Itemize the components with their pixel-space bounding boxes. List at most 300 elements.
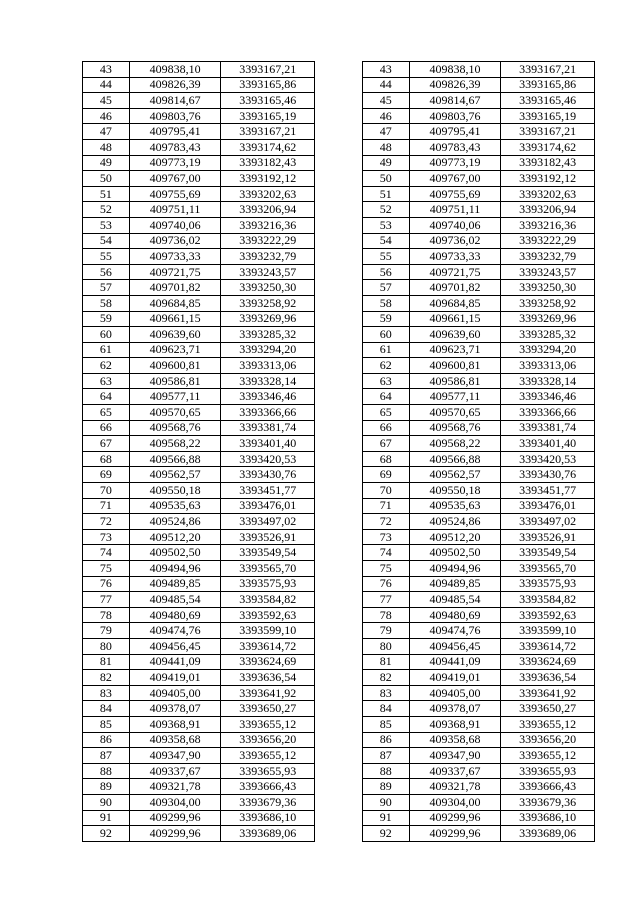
left-x-coordinate-cell: 409299,96	[129, 826, 221, 842]
left-y-coordinate-cell: 3393565,70	[221, 561, 315, 577]
table-gap-cell	[315, 716, 363, 732]
table-gap-cell	[315, 389, 363, 405]
left-y-coordinate-cell: 3393174,62	[221, 139, 315, 155]
table-row	[83, 420, 595, 436]
table-gap-cell	[315, 186, 363, 202]
right-point-number-cell: 53	[362, 217, 409, 233]
table-row	[83, 280, 595, 296]
right-y-coordinate-cell: 3393655,12	[501, 716, 595, 732]
table-gap-cell	[315, 607, 363, 623]
left-point-number-cell: 92	[83, 826, 130, 842]
right-point-number-cell: 50	[362, 171, 409, 187]
right-point-number-cell: 70	[362, 483, 409, 499]
right-x-coordinate-cell: 409639,60	[409, 327, 501, 343]
left-y-coordinate-cell: 3393666,43	[221, 779, 315, 795]
table-row	[83, 638, 595, 654]
left-y-coordinate-cell: 3393167,21	[221, 124, 315, 140]
left-y-coordinate-cell: 3393313,06	[221, 358, 315, 374]
right-x-coordinate-cell: 409299,96	[409, 810, 501, 826]
table-row	[83, 155, 595, 171]
left-x-coordinate-cell: 409814,67	[129, 93, 221, 109]
left-x-coordinate-cell: 409535,63	[129, 498, 221, 514]
right-point-number-cell: 46	[362, 108, 409, 124]
table-gap-cell	[315, 436, 363, 452]
table-row	[83, 373, 595, 389]
table-gap-cell	[315, 670, 363, 686]
left-x-coordinate-cell: 409480,69	[129, 607, 221, 623]
right-y-coordinate-cell: 3393346,46	[501, 389, 595, 405]
left-x-coordinate-cell: 409838,10	[129, 62, 221, 78]
table-gap-cell	[315, 561, 363, 577]
right-point-number-cell: 57	[362, 280, 409, 296]
left-y-coordinate-cell: 3393346,46	[221, 389, 315, 405]
right-y-coordinate-cell: 3393656,20	[501, 732, 595, 748]
right-x-coordinate-cell: 409600,81	[409, 358, 501, 374]
left-point-number-cell: 86	[83, 732, 130, 748]
right-y-coordinate-cell: 3393167,21	[501, 62, 595, 78]
right-y-coordinate-cell: 3393526,91	[501, 529, 595, 545]
table-row	[83, 342, 595, 358]
right-y-coordinate-cell: 3393650,27	[501, 701, 595, 717]
right-point-number-cell: 81	[362, 654, 409, 670]
right-point-number-cell: 60	[362, 327, 409, 343]
left-x-coordinate-cell: 409568,22	[129, 436, 221, 452]
table-gap-cell	[315, 311, 363, 327]
table-gap-cell	[315, 529, 363, 545]
left-x-coordinate-cell: 409767,00	[129, 171, 221, 187]
left-x-coordinate-cell: 409456,45	[129, 638, 221, 654]
left-point-number-cell: 61	[83, 342, 130, 358]
left-point-number-cell: 79	[83, 623, 130, 639]
right-y-coordinate-cell: 3393182,43	[501, 155, 595, 171]
table-gap-cell	[315, 810, 363, 826]
right-y-coordinate-cell: 3393313,06	[501, 358, 595, 374]
table-row	[83, 529, 595, 545]
table-row	[83, 264, 595, 280]
left-point-number-cell: 78	[83, 607, 130, 623]
left-y-coordinate-cell: 3393366,66	[221, 405, 315, 421]
table-row	[83, 498, 595, 514]
coordinates-table-body	[83, 62, 595, 842]
right-y-coordinate-cell: 3393614,72	[501, 638, 595, 654]
left-y-coordinate-cell: 3393192,12	[221, 171, 315, 187]
left-point-number-cell: 57	[83, 280, 130, 296]
right-y-coordinate-cell: 3393624,69	[501, 654, 595, 670]
left-x-coordinate-cell: 409566,88	[129, 451, 221, 467]
right-x-coordinate-cell: 409684,85	[409, 295, 501, 311]
table-row	[83, 514, 595, 530]
table-gap-cell	[315, 93, 363, 109]
left-y-coordinate-cell: 3393401,40	[221, 436, 315, 452]
left-x-coordinate-cell: 409378,07	[129, 701, 221, 717]
left-point-number-cell: 76	[83, 576, 130, 592]
right-y-coordinate-cell: 3393689,06	[501, 826, 595, 842]
left-point-number-cell: 64	[83, 389, 130, 405]
table-row	[83, 436, 595, 452]
left-x-coordinate-cell: 409773,19	[129, 155, 221, 171]
left-y-coordinate-cell: 3393294,20	[221, 342, 315, 358]
right-point-number-cell: 51	[362, 186, 409, 202]
table-row	[83, 217, 595, 233]
right-x-coordinate-cell: 409419,01	[409, 670, 501, 686]
table-gap-cell	[315, 685, 363, 701]
right-point-number-cell: 47	[362, 124, 409, 140]
right-y-coordinate-cell: 3393679,36	[501, 794, 595, 810]
right-x-coordinate-cell: 409783,43	[409, 139, 501, 155]
right-x-coordinate-cell: 409474,76	[409, 623, 501, 639]
right-y-coordinate-cell: 3393165,86	[501, 77, 595, 93]
left-x-coordinate-cell: 409568,76	[129, 420, 221, 436]
right-point-number-cell: 82	[362, 670, 409, 686]
table-gap-cell	[315, 358, 363, 374]
table-row	[83, 171, 595, 187]
right-x-coordinate-cell: 409803,76	[409, 108, 501, 124]
left-point-number-cell: 83	[83, 685, 130, 701]
table-gap-cell	[315, 638, 363, 654]
right-point-number-cell: 73	[362, 529, 409, 545]
left-x-coordinate-cell: 409795,41	[129, 124, 221, 140]
left-y-coordinate-cell: 3393599,10	[221, 623, 315, 639]
table-row	[83, 763, 595, 779]
right-point-number-cell: 52	[362, 202, 409, 218]
right-x-coordinate-cell: 409568,76	[409, 420, 501, 436]
table-gap-cell	[315, 451, 363, 467]
left-x-coordinate-cell: 409358,68	[129, 732, 221, 748]
left-x-coordinate-cell: 409562,57	[129, 467, 221, 483]
right-y-coordinate-cell: 3393165,19	[501, 108, 595, 124]
right-y-coordinate-cell: 3393686,10	[501, 810, 595, 826]
right-point-number-cell: 89	[362, 779, 409, 795]
left-point-number-cell: 52	[83, 202, 130, 218]
table-row	[83, 561, 595, 577]
right-point-number-cell: 75	[362, 561, 409, 577]
left-x-coordinate-cell: 409661,15	[129, 311, 221, 327]
right-x-coordinate-cell: 409337,67	[409, 763, 501, 779]
table-gap-cell	[315, 623, 363, 639]
right-y-coordinate-cell: 3393328,14	[501, 373, 595, 389]
left-x-coordinate-cell: 409494,96	[129, 561, 221, 577]
left-point-number-cell: 62	[83, 358, 130, 374]
table-row	[83, 405, 595, 421]
right-y-coordinate-cell: 3393165,46	[501, 93, 595, 109]
table-row	[83, 794, 595, 810]
left-y-coordinate-cell: 3393222,29	[221, 233, 315, 249]
right-point-number-cell: 76	[362, 576, 409, 592]
right-point-number-cell: 91	[362, 810, 409, 826]
left-point-number-cell: 87	[83, 748, 130, 764]
left-y-coordinate-cell: 3393686,10	[221, 810, 315, 826]
right-y-coordinate-cell: 3393232,79	[501, 249, 595, 265]
table-row	[83, 701, 595, 717]
right-y-coordinate-cell: 3393258,92	[501, 295, 595, 311]
right-point-number-cell: 66	[362, 420, 409, 436]
right-point-number-cell: 61	[362, 342, 409, 358]
left-x-coordinate-cell: 409623,71	[129, 342, 221, 358]
left-y-coordinate-cell: 3393258,92	[221, 295, 315, 311]
left-y-coordinate-cell: 3393497,02	[221, 514, 315, 530]
left-x-coordinate-cell: 409502,50	[129, 545, 221, 561]
right-x-coordinate-cell: 409736,02	[409, 233, 501, 249]
table-gap-cell	[315, 545, 363, 561]
table-row	[83, 607, 595, 623]
table-row	[83, 295, 595, 311]
left-point-number-cell: 46	[83, 108, 130, 124]
table-row	[83, 62, 595, 78]
right-x-coordinate-cell: 409550,18	[409, 483, 501, 499]
table-row	[83, 483, 595, 499]
left-x-coordinate-cell: 409577,11	[129, 389, 221, 405]
right-point-number-cell: 65	[362, 405, 409, 421]
table-row	[83, 716, 595, 732]
table-row	[83, 186, 595, 202]
right-point-number-cell: 85	[362, 716, 409, 732]
right-point-number-cell: 92	[362, 826, 409, 842]
left-point-number-cell: 58	[83, 295, 130, 311]
right-y-coordinate-cell: 3393269,96	[501, 311, 595, 327]
left-x-coordinate-cell: 409474,76	[129, 623, 221, 639]
left-y-coordinate-cell: 3393636,54	[221, 670, 315, 686]
left-y-coordinate-cell: 3393526,91	[221, 529, 315, 545]
right-x-coordinate-cell: 409441,09	[409, 654, 501, 670]
left-y-coordinate-cell: 3393575,93	[221, 576, 315, 592]
table-gap-cell	[315, 576, 363, 592]
right-x-coordinate-cell: 409795,41	[409, 124, 501, 140]
table-row	[83, 654, 595, 670]
left-point-number-cell: 63	[83, 373, 130, 389]
left-y-coordinate-cell: 3393328,14	[221, 373, 315, 389]
left-point-number-cell: 84	[83, 701, 130, 717]
left-y-coordinate-cell: 3393476,01	[221, 498, 315, 514]
right-point-number-cell: 54	[362, 233, 409, 249]
right-x-coordinate-cell: 409347,90	[409, 748, 501, 764]
right-point-number-cell: 43	[362, 62, 409, 78]
left-point-number-cell: 71	[83, 498, 130, 514]
left-y-coordinate-cell: 3393381,74	[221, 420, 315, 436]
left-point-number-cell: 89	[83, 779, 130, 795]
left-x-coordinate-cell: 409570,65	[129, 405, 221, 421]
table-gap-cell	[315, 155, 363, 171]
right-point-number-cell: 58	[362, 295, 409, 311]
right-x-coordinate-cell: 409814,67	[409, 93, 501, 109]
left-x-coordinate-cell: 409736,02	[129, 233, 221, 249]
table-gap-cell	[315, 108, 363, 124]
right-y-coordinate-cell: 3393192,12	[501, 171, 595, 187]
table-row	[83, 592, 595, 608]
left-y-coordinate-cell: 3393243,57	[221, 264, 315, 280]
right-x-coordinate-cell: 409577,11	[409, 389, 501, 405]
left-point-number-cell: 82	[83, 670, 130, 686]
table-gap-cell	[315, 233, 363, 249]
left-y-coordinate-cell: 3393165,86	[221, 77, 315, 93]
table-row	[83, 623, 595, 639]
right-y-coordinate-cell: 3393222,29	[501, 233, 595, 249]
left-point-number-cell: 43	[83, 62, 130, 78]
right-point-number-cell: 45	[362, 93, 409, 109]
right-x-coordinate-cell: 409299,96	[409, 826, 501, 842]
right-x-coordinate-cell: 409368,91	[409, 716, 501, 732]
left-point-number-cell: 73	[83, 529, 130, 545]
right-x-coordinate-cell: 409456,45	[409, 638, 501, 654]
table-gap-cell	[315, 139, 363, 155]
table-row	[83, 327, 595, 343]
right-y-coordinate-cell: 3393565,70	[501, 561, 595, 577]
right-x-coordinate-cell: 409701,82	[409, 280, 501, 296]
right-x-coordinate-cell: 409586,81	[409, 373, 501, 389]
table-row	[83, 451, 595, 467]
right-y-coordinate-cell: 3393381,74	[501, 420, 595, 436]
table-row	[83, 732, 595, 748]
right-x-coordinate-cell: 409358,68	[409, 732, 501, 748]
table-gap-cell	[315, 420, 363, 436]
left-point-number-cell: 74	[83, 545, 130, 561]
right-y-coordinate-cell: 3393636,54	[501, 670, 595, 686]
right-point-number-cell: 56	[362, 264, 409, 280]
table-row	[83, 545, 595, 561]
left-point-number-cell: 72	[83, 514, 130, 530]
left-y-coordinate-cell: 3393451,77	[221, 483, 315, 499]
table-gap-cell	[315, 654, 363, 670]
left-point-number-cell: 75	[83, 561, 130, 577]
table-row	[83, 93, 595, 109]
right-y-coordinate-cell: 3393599,10	[501, 623, 595, 639]
table-row	[83, 358, 595, 374]
left-x-coordinate-cell: 409755,69	[129, 186, 221, 202]
right-point-number-cell: 64	[362, 389, 409, 405]
left-x-coordinate-cell: 409639,60	[129, 327, 221, 343]
right-y-coordinate-cell: 3393549,54	[501, 545, 595, 561]
right-x-coordinate-cell: 409535,63	[409, 498, 501, 514]
left-x-coordinate-cell: 409321,78	[129, 779, 221, 795]
right-y-coordinate-cell: 3393592,63	[501, 607, 595, 623]
right-y-coordinate-cell: 3393655,12	[501, 748, 595, 764]
left-point-number-cell: 85	[83, 716, 130, 732]
table-gap-cell	[315, 62, 363, 78]
left-point-number-cell: 56	[83, 264, 130, 280]
left-point-number-cell: 90	[83, 794, 130, 810]
table-gap-cell	[315, 77, 363, 93]
left-point-number-cell: 88	[83, 763, 130, 779]
table-gap-cell	[315, 295, 363, 311]
right-point-number-cell: 71	[362, 498, 409, 514]
right-y-coordinate-cell: 3393666,43	[501, 779, 595, 795]
left-point-number-cell: 45	[83, 93, 130, 109]
left-y-coordinate-cell: 3393592,63	[221, 607, 315, 623]
left-point-number-cell: 53	[83, 217, 130, 233]
left-y-coordinate-cell: 3393641,92	[221, 685, 315, 701]
left-point-number-cell: 91	[83, 810, 130, 826]
table-gap-cell	[315, 327, 363, 343]
left-point-number-cell: 59	[83, 311, 130, 327]
right-y-coordinate-cell: 3393167,21	[501, 124, 595, 140]
right-x-coordinate-cell: 409623,71	[409, 342, 501, 358]
left-y-coordinate-cell: 3393614,72	[221, 638, 315, 654]
table-row	[83, 124, 595, 140]
left-point-number-cell: 60	[83, 327, 130, 343]
right-y-coordinate-cell: 3393420,53	[501, 451, 595, 467]
right-y-coordinate-cell: 3393584,82	[501, 592, 595, 608]
left-y-coordinate-cell: 3393206,94	[221, 202, 315, 218]
table-gap-cell	[315, 342, 363, 358]
right-y-coordinate-cell: 3393451,77	[501, 483, 595, 499]
left-y-coordinate-cell: 3393232,79	[221, 249, 315, 265]
left-x-coordinate-cell: 409783,43	[129, 139, 221, 155]
left-x-coordinate-cell: 409550,18	[129, 483, 221, 499]
table-row	[83, 670, 595, 686]
left-y-coordinate-cell: 3393650,27	[221, 701, 315, 717]
table-row	[83, 748, 595, 764]
left-x-coordinate-cell: 409733,33	[129, 249, 221, 265]
left-point-number-cell: 54	[83, 233, 130, 249]
left-x-coordinate-cell: 409304,00	[129, 794, 221, 810]
left-point-number-cell: 48	[83, 139, 130, 155]
left-point-number-cell: 49	[83, 155, 130, 171]
right-y-coordinate-cell: 3393366,66	[501, 405, 595, 421]
left-x-coordinate-cell: 409299,96	[129, 810, 221, 826]
left-y-coordinate-cell: 3393216,36	[221, 217, 315, 233]
left-point-number-cell: 47	[83, 124, 130, 140]
table-row	[83, 779, 595, 795]
left-x-coordinate-cell: 409419,01	[129, 670, 221, 686]
left-y-coordinate-cell: 3393182,43	[221, 155, 315, 171]
right-point-number-cell: 63	[362, 373, 409, 389]
table-row	[83, 202, 595, 218]
right-x-coordinate-cell: 409494,96	[409, 561, 501, 577]
right-x-coordinate-cell: 409838,10	[409, 62, 501, 78]
table-row	[83, 249, 595, 265]
left-x-coordinate-cell: 409485,54	[129, 592, 221, 608]
right-x-coordinate-cell: 409570,65	[409, 405, 501, 421]
table-row	[83, 139, 595, 155]
right-y-coordinate-cell: 3393497,02	[501, 514, 595, 530]
right-x-coordinate-cell: 409721,75	[409, 264, 501, 280]
right-x-coordinate-cell: 409733,33	[409, 249, 501, 265]
right-x-coordinate-cell: 409480,69	[409, 607, 501, 623]
left-y-coordinate-cell: 3393655,12	[221, 748, 315, 764]
table-gap-cell	[315, 514, 363, 530]
right-point-number-cell: 49	[362, 155, 409, 171]
left-point-number-cell: 68	[83, 451, 130, 467]
left-x-coordinate-cell: 409337,67	[129, 763, 221, 779]
left-x-coordinate-cell: 409600,81	[129, 358, 221, 374]
table-gap-cell	[315, 280, 363, 296]
left-x-coordinate-cell: 409489,85	[129, 576, 221, 592]
right-y-coordinate-cell: 3393575,93	[501, 576, 595, 592]
left-x-coordinate-cell: 409586,81	[129, 373, 221, 389]
left-point-number-cell: 70	[83, 483, 130, 499]
right-point-number-cell: 72	[362, 514, 409, 530]
right-x-coordinate-cell: 409755,69	[409, 186, 501, 202]
table-gap-cell	[315, 124, 363, 140]
left-x-coordinate-cell: 409441,09	[129, 654, 221, 670]
left-y-coordinate-cell: 3393165,19	[221, 108, 315, 124]
left-y-coordinate-cell: 3393689,06	[221, 826, 315, 842]
right-x-coordinate-cell: 409524,86	[409, 514, 501, 530]
right-point-number-cell: 88	[362, 763, 409, 779]
left-y-coordinate-cell: 3393679,36	[221, 794, 315, 810]
table-gap-cell	[315, 826, 363, 842]
left-y-coordinate-cell: 3393655,93	[221, 763, 315, 779]
right-point-number-cell: 69	[362, 467, 409, 483]
left-point-number-cell: 44	[83, 77, 130, 93]
left-point-number-cell: 67	[83, 436, 130, 452]
left-y-coordinate-cell: 3393285,32	[221, 327, 315, 343]
right-y-coordinate-cell: 3393202,63	[501, 186, 595, 202]
right-x-coordinate-cell: 409751,11	[409, 202, 501, 218]
left-y-coordinate-cell: 3393655,12	[221, 716, 315, 732]
left-point-number-cell: 50	[83, 171, 130, 187]
coordinates-table	[82, 61, 595, 842]
right-y-coordinate-cell: 3393294,20	[501, 342, 595, 358]
